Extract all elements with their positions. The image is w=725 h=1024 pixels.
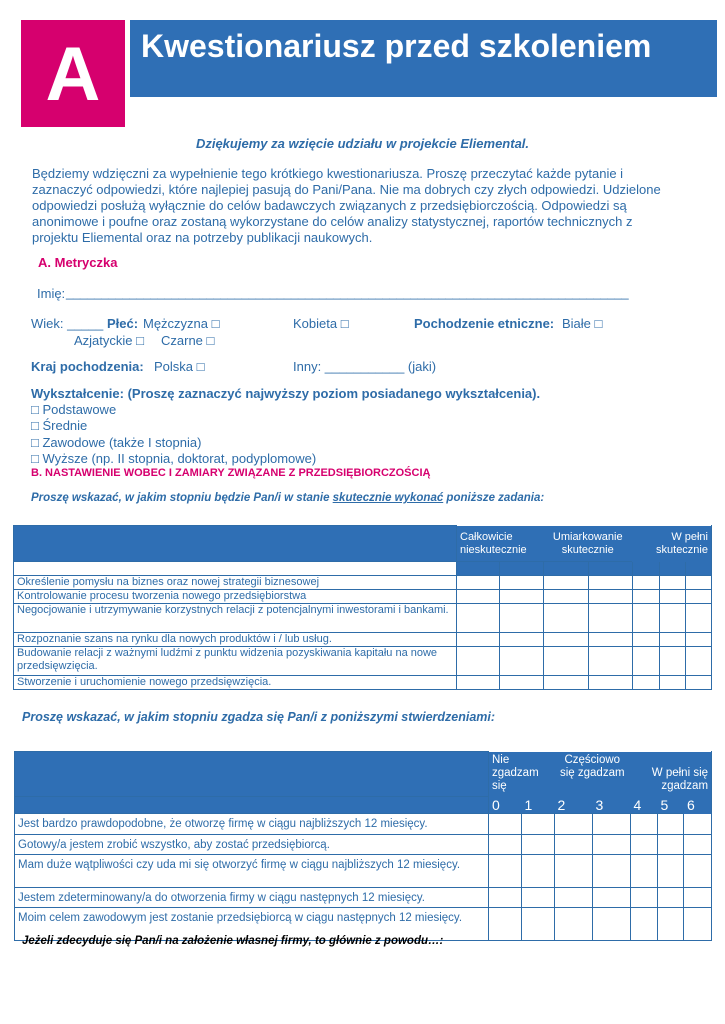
scale-3: 3 — [595, 796, 604, 813]
efficacy-table — [13, 525, 712, 690]
col-moderate: Umiarkowanie skutecznie — [552, 530, 623, 556]
table-row: Moim celem zawodowym jest zostanie przedsiębiorcą w ciągu następnych 12 miesięcy. — [15, 908, 712, 941]
table-row: Mam duże wątpliwości czy uda mi się otworzyć firmę w ciągu najbliższych 12 miesięcy. — [15, 855, 712, 888]
table-row: Budowanie relacji z ważnymi ludźmi z punktu widzenia pozyskiwania kapitału na nowe przedsięwzięcia. — [14, 647, 712, 676]
col-ineffective: Całkowicie nieskutecznie — [460, 530, 527, 556]
col-disagree: Nie zgadzam się — [492, 753, 539, 792]
ethnic-label: Pochodzenie etniczne: — [414, 316, 555, 331]
edu-option-vocational[interactable]: □ Zawodowe (także I stopnia) — [31, 435, 202, 450]
scale-1: 1 — [524, 796, 533, 813]
country-label: Kraj pochodzenia: — [31, 359, 144, 374]
intention-table — [14, 751, 712, 941]
name-field[interactable]: ________________________________________________________________________________ — [66, 285, 629, 300]
table-row: Gotowy/a jestem zrobić wszystko, aby zostać przedsiębiorcą. — [15, 835, 712, 855]
motivation-question: Jeżeli zdecyduje się Pan/i na założenie własnej firmy, to głównie z powodu…: — [22, 935, 444, 947]
gender-female-checkbox[interactable]: Kobieta □ — [293, 316, 349, 331]
table-row: Jestem zdeterminowany/a do otworzenia firmy w ciągu następnych 12 miesięcy. — [15, 888, 712, 908]
table-row: Rozpoznanie szans na rynku dla nowych produktów i / lub usług. — [14, 633, 712, 647]
scale-5: 5 — [660, 797, 669, 813]
col-fully-agree: W pełni się zgadzam — [631, 752, 712, 797]
name-label: Imię: — [37, 286, 66, 301]
section-badge: A — [21, 20, 125, 127]
table-row: Jest bardzo prawdopodobne, że otworzę firmę w ciągu najbliższych 12 miesięcy. — [15, 814, 712, 835]
section-a-heading: A. Metryczka — [38, 255, 118, 270]
edu-option-higher[interactable]: □ Wyższe (np. II stopnia, doktorat, podyplomowe) — [31, 451, 317, 466]
country-poland-checkbox[interactable]: Polska □ — [154, 359, 205, 374]
page-title: Kwestionariusz przed szkoleniem — [141, 28, 652, 64]
table-row: Kontrolowanie procesu tworzenia nowego przedsiębiorstwa — [14, 590, 712, 604]
ethnic-asian-checkbox[interactable]: Azjatyckie □ — [74, 333, 144, 348]
edu-option-secondary[interactable]: □ Średnie — [31, 418, 88, 433]
table-row: Określenie pomysłu na biznes oraz nowej strategii biznesowej — [14, 576, 712, 590]
table-row: Negocjowanie i utrzymywanie korzystnych relacji z potencjalnymi inwestorami i bankami. — [14, 604, 712, 633]
thanks-text: Dziękujemy za wzięcie udziału w projekcie Eliemental. — [195, 136, 530, 151]
gender-label: Płeć: — [107, 316, 139, 331]
section-b-instructions: Proszę wskazać, w jakim stopniu będzie Pan/i w stanie skutecznie wykonać poniższe zadania: — [31, 492, 545, 504]
scale-0: 0 — [492, 796, 500, 813]
ethnic-black-checkbox[interactable]: Czarne □ — [161, 333, 215, 348]
section-c-instructions: Proszę wskazać, w jakim stopniu zgadza się Pan/i z poniższymi stwierdzeniami: — [22, 710, 496, 724]
col-effective: W pełni skutecznie — [633, 526, 712, 562]
col-partly-agree: Częściowo się zgadzam — [559, 753, 625, 779]
section-b-heading: B. NASTAWIENIE WOBEC I ZAMIARY ZWIĄZANE Z PRZEDSIĘBIORCZOŚCIĄ — [31, 467, 431, 479]
gender-male-checkbox[interactable]: Mężczyzna □ — [143, 316, 220, 331]
table-row: Stworzenie i uruchomienie nowego przedsięwzięcia. — [14, 676, 712, 690]
scale-6: 6 — [684, 797, 712, 814]
country-other-field[interactable]: Inny: ___________ (jaki) — [293, 359, 437, 374]
age-field[interactable]: Wiek: _____ — [31, 316, 104, 331]
edu-option-basic[interactable]: □ Podstawowe — [31, 402, 117, 417]
education-label: Wykształcenie: (Proszę zaznaczyć najwyższy poziom posiadanego wykształcenia). — [31, 386, 541, 401]
scale-4: 4 — [633, 797, 642, 813]
ethnic-white-checkbox[interactable]: Białe □ — [562, 316, 603, 331]
scale-2: 2 — [557, 796, 566, 813]
intro-paragraph: Będziemy wdzięczni za wypełnienie tego krótkiego kwestionariusza. Proszę przeczytać każde pytanie i zaznaczyć odpowiedzi, które najlepiej pasują do Pani/Pana. Nie ma dobrych czy złych odpowiedzi. Udzielone odpowiedzi posłużą wyłącznie do celów badawczych związanych z przedsiębiorczością. Odpowiedzi są anonimowe i poufne oraz zostaną wykorzystane do celów analizy statystycznej, raportów technicznych z projektu Eliemental oraz na potrzeby publikacji naukowych. — [32, 166, 661, 245]
